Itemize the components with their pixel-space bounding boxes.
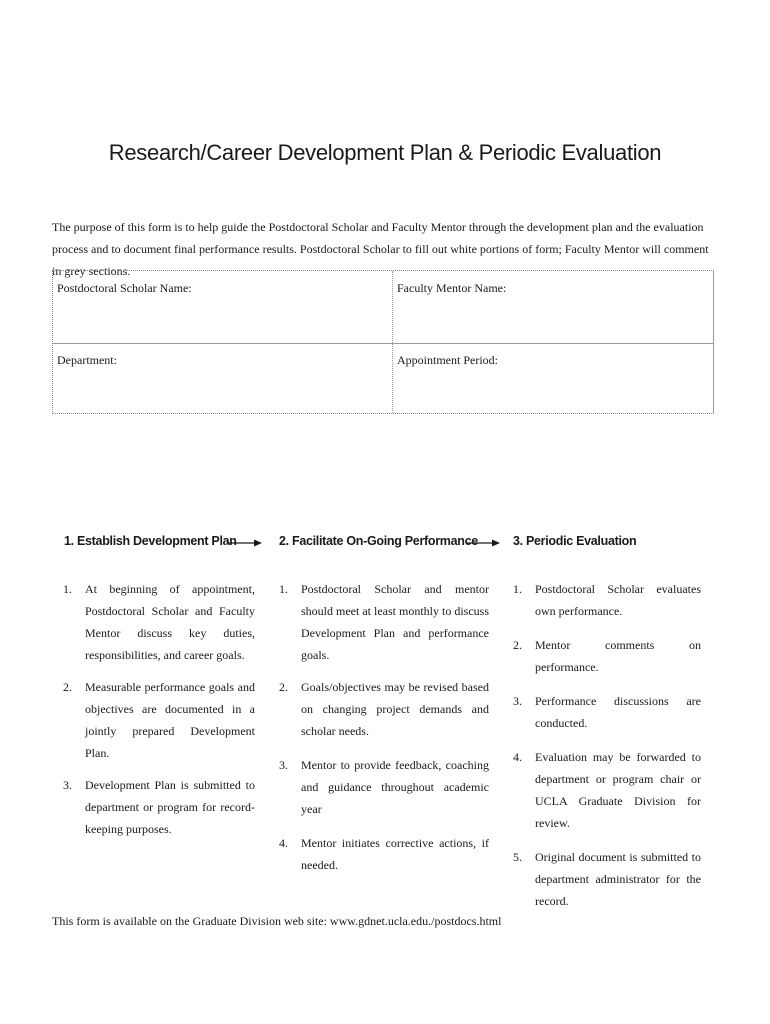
footer-note: This form is available on the Graduate Division web site: www.gdnet.ucla.edu./postdocs.html xyxy=(52,914,502,928)
scholar-name-label: Postdoctoral Scholar Name: xyxy=(57,281,192,295)
list-item: 2. Measurable performance goals and objectives are documented in a jointly prepared Development Plan. xyxy=(63,680,255,760)
list-item: 3. Development Plan is submitted to department or program for record-keeping purposes. xyxy=(63,778,255,836)
mentor-name-label: Faculty Mentor Name: xyxy=(397,281,507,295)
list-item: 2. Mentor comments on performance. xyxy=(513,638,701,674)
step-3-list xyxy=(513,578,701,912)
list-item: 1. Postdoctoral Scholar and mentor should meet at least monthly to discuss Development Plan and performance goals. xyxy=(279,582,489,662)
appointment-period-label: Appointment Period: xyxy=(397,353,498,367)
list-item: 4. Mentor initiates corrective actions, if needed. xyxy=(279,836,489,872)
step-3-heading: 3. Periodic Evaluation xyxy=(513,534,637,548)
info-form xyxy=(52,270,714,414)
appointment-period-field[interactable] xyxy=(393,343,713,413)
list-item: 3. Mentor to provide feedback, coaching and guidance throughout academic year xyxy=(279,758,489,816)
step-2-heading: 2. Facilitate On-Going Performance xyxy=(279,534,478,548)
department-field[interactable] xyxy=(53,343,392,413)
list-item: 1. At beginning of appointment, Postdoctoral Scholar and Faculty Mentor discuss key duties, responsibilities, and career goals. xyxy=(63,582,255,662)
list-item: 4. Evaluation may be forwarded to department or program chair or UCLA Graduate Division for review. xyxy=(513,750,701,830)
intro-paragraph: The purpose of this form is to help guide the Postdoctoral Scholar and Faculty Mentor through the development plan and the evaluation process and to document final performance results. Postdoctoral Scholar to fill out white portions of form; Faculty Mentor will comment in grey sections. xyxy=(52,220,709,278)
list-item: 2. Goals/objectives may be revised based on changing project demands and scholar needs. xyxy=(279,680,489,738)
scholar-name-field[interactable] xyxy=(53,271,392,343)
step-1-list xyxy=(63,578,255,840)
list-item: 5. Original document is submitted to department administrator for the record. xyxy=(513,850,701,908)
arrow-right-icon xyxy=(228,538,262,548)
step-2-list xyxy=(279,578,489,876)
page-title: Research/Career Development Plan & Periodic Evaluation xyxy=(108,140,662,165)
list-item: 1. Postdoctoral Scholar evaluates own performance. xyxy=(513,582,701,618)
arrow-right-icon xyxy=(466,538,500,548)
list-item: 3. Performance discussions are conducted. xyxy=(513,694,701,730)
step-1-heading: 1. Establish Development Plan xyxy=(64,534,237,548)
department-label: Department: xyxy=(57,353,117,367)
mentor-name-field[interactable] xyxy=(393,271,713,343)
